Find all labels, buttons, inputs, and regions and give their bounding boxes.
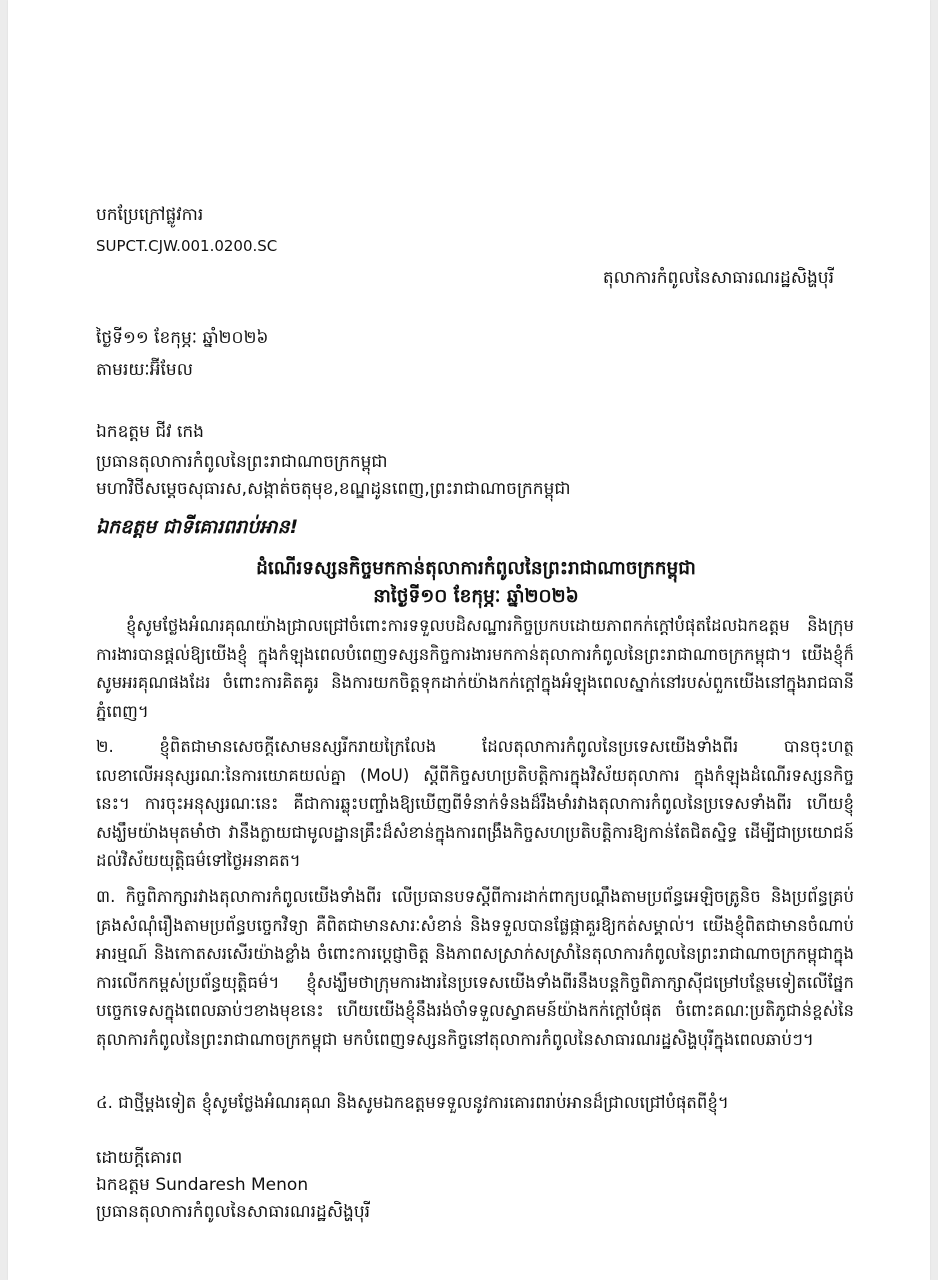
delivery-method: តាមរយៈអ៊ីមែល: [96, 360, 193, 380]
letter-date: ថ្ងៃទី១១ ខែកុម្ភៈ ឆ្នាំ២០២៦: [96, 328, 269, 348]
reference-number: SUPCT.CJW.001.0200.SC: [96, 237, 278, 255]
paragraph-2: ២. ខ្ញុំពិតជាមានសេចក្តីសោមនស្សរីករាយក្រៃលែង ដែលតុលាការកំពូលនៃប្រទេសយើងទាំងពីរ បានចុះហត្ថលេខាលើអនុស្សរណៈនៃការយោគយល់គ្នា (MoU) ស្តីពីកិច្ចសហប្រតិបត្តិការក្នុងវិស័យតុលាការ ក្នុងកំឡុងដំណើរទស្សនកិច្ចនេះ។ ការចុះអនុស្សរណៈនេះ គឺជាការឆ្លុះបញ្ចាំងឱ្យឃើញពីទំនាក់ទំនងដ៏រឹងមាំរវាងតុលាការកំពូលនៃប្រទេសទាំងពីរ ហើយខ្ញុំសង្ឃឹមយ៉ាងមុតមាំថា វានឹងក្លាយជាមូលដ្ឋានគ្រឹះដ៏សំខាន់ក្នុងការពង្រឹងកិច្ចសហប្រតិបត្តិការឱ្យកាន់តែជិតស្និទ្ធ ដើម្បីជាប្រយោជន៍ដល់វិស័យយុត្តិធម៌ទៅថ្ងៃអនាគត។: [96, 737, 854, 870]
letter-page: [8, 0, 930, 1280]
salutation: ឯកឧត្តម ជាទីគោរពរាប់អាន!: [96, 516, 299, 538]
subject-line-2: នាថ្ងៃទី១០ ខែកុម្ភៈ ឆ្នាំ២០២៦: [373, 586, 579, 607]
paragraph-3: ៣. កិច្ចពិភាក្សារវាងតុលាការកំពូលយើងទាំងពីរ លើប្រធានបទស្តីពីការដាក់ពាក្យបណ្តឹងតាមប្រព័ន្ធអេឡិចត្រូនិច និងប្រព័ន្ធគ្រប់គ្រងសំណុំរឿងតាមប្រព័ន្ធបច្ចេកវិទ្យា គឺពិតជាមានសារៈសំខាន់ និងទទួលបានផ្លែផ្កាគួរឱ្យកត់សម្គាល់។ យើងខ្ញុំពិតជាមានចំណាប់អារម្មណ៍ និងកោតសរសើរយ៉ាងខ្លាំង ចំពោះការប្តេជ្ញាចិត្ត និងភាពសស្រាក់សស្រាំនៃតុលាការកំពូលនៃព្រះរាជាណាចក្រកម្ពុជាក្នុងការលើកកម្ពស់ប្រព័ន្ធយុត្តិធម៌។ ខ្ញុំសង្ឃឹមថាក្រុមការងារនៃប្រទេសយើងទាំងពីរនឹងបន្តកិច្ចពិភាក្សាស៊ីជម្រៅបន្ថែមទៀតលើផ្នែកបច្ចេកទេសក្នុងពេលឆាប់ៗខាងមុខនេះ ហើយយើងខ្ញុំនឹងរង់ចាំទទួលស្វាគមន៍យ៉ាងកក់ក្តៅបំផុត ចំពោះគណៈប្រតិភូជាន់ខ្ពស់នៃតុលាការកំពូលនៃព្រះរាជាណាចក្រកម្ពុជា មកបំពេញទស្សនកិច្ចនៅតុលាការកំពូលនៃសាធារណរដ្ឋសិង្ហបុរីក្នុងពេលឆាប់ៗ។: [96, 887, 854, 1049]
signatory-name: ឯកឧត្តម Sundaresh Menon: [96, 1175, 309, 1195]
paragraph-1: ខ្ញុំសូមថ្លែងអំណរគុណយ៉ាងជ្រាលជ្រៅចំពោះការទទួលបដិសណ្ឋារកិច្ចប្រកបដោយភាពកក់ក្តៅបំផុតដែលឯកឧត្តម និងក្រុមការងារបានផ្តល់ឱ្យយើងខ្ញុំ ក្នុងកំឡុងពេលបំពេញទស្សនកិច្ចការងារមកកាន់តុលាការកំពូលនៃព្រះរាជាណាចក្រកម្ពុជា។ យើងខ្ញុំក៏សូមអរគុណផងដែរ ចំពោះការគិតគូរ និងការយកចិត្តទុកដាក់យ៉ាងកក់ក្តៅក្នុងអំឡុងពេលស្នាក់នៅរបស់ពួកយើងនៅក្នុងរាជធានីភ្នំពេញ។: [96, 616, 854, 721]
translation-label: បកប្រែក្រៅផ្លូវការ: [96, 205, 204, 225]
recipient-name: ឯកឧត្តម ជីវ កេង: [96, 422, 204, 442]
recipient-address: មហាវិថីសម្តេចសុធារស,សង្កាត់ចតុមុខ,ខណ្ឌដូនពេញ,ព្រះរាជាណាចក្រកម្ពុជា: [96, 479, 571, 499]
paragraph-4: ៤. ជាថ្មីម្តងទៀត ខ្ញុំសូមថ្លែងអំណរគុណ និងសូមឯកឧត្តមទទួលនូវការគោរពរាប់អានដ៏ជ្រាលជ្រៅបំផុតពីខ្ញុំ។: [96, 1093, 729, 1112]
sender-organization: តុលាការកំពូលនៃសាធារណរដ្ឋសិង្ហបុរី: [602, 268, 834, 288]
recipient-title: ប្រធានតុលាការកំពូលនៃព្រះរាជាណាចក្រកម្ពុជា: [96, 452, 388, 472]
signatory-title: ប្រធានតុលាការកំពូលនៃសាធារណរដ្ឋសិង្ហបុរី: [96, 1202, 371, 1222]
closing: ដោយក្តីគោរព: [96, 1148, 183, 1168]
subject-line-1: ដំណើរទស្សនកិច្ចមកកាន់តុលាការកំពូលនៃព្រះរាជាណាចក្រកម្ពុជា: [256, 558, 696, 579]
